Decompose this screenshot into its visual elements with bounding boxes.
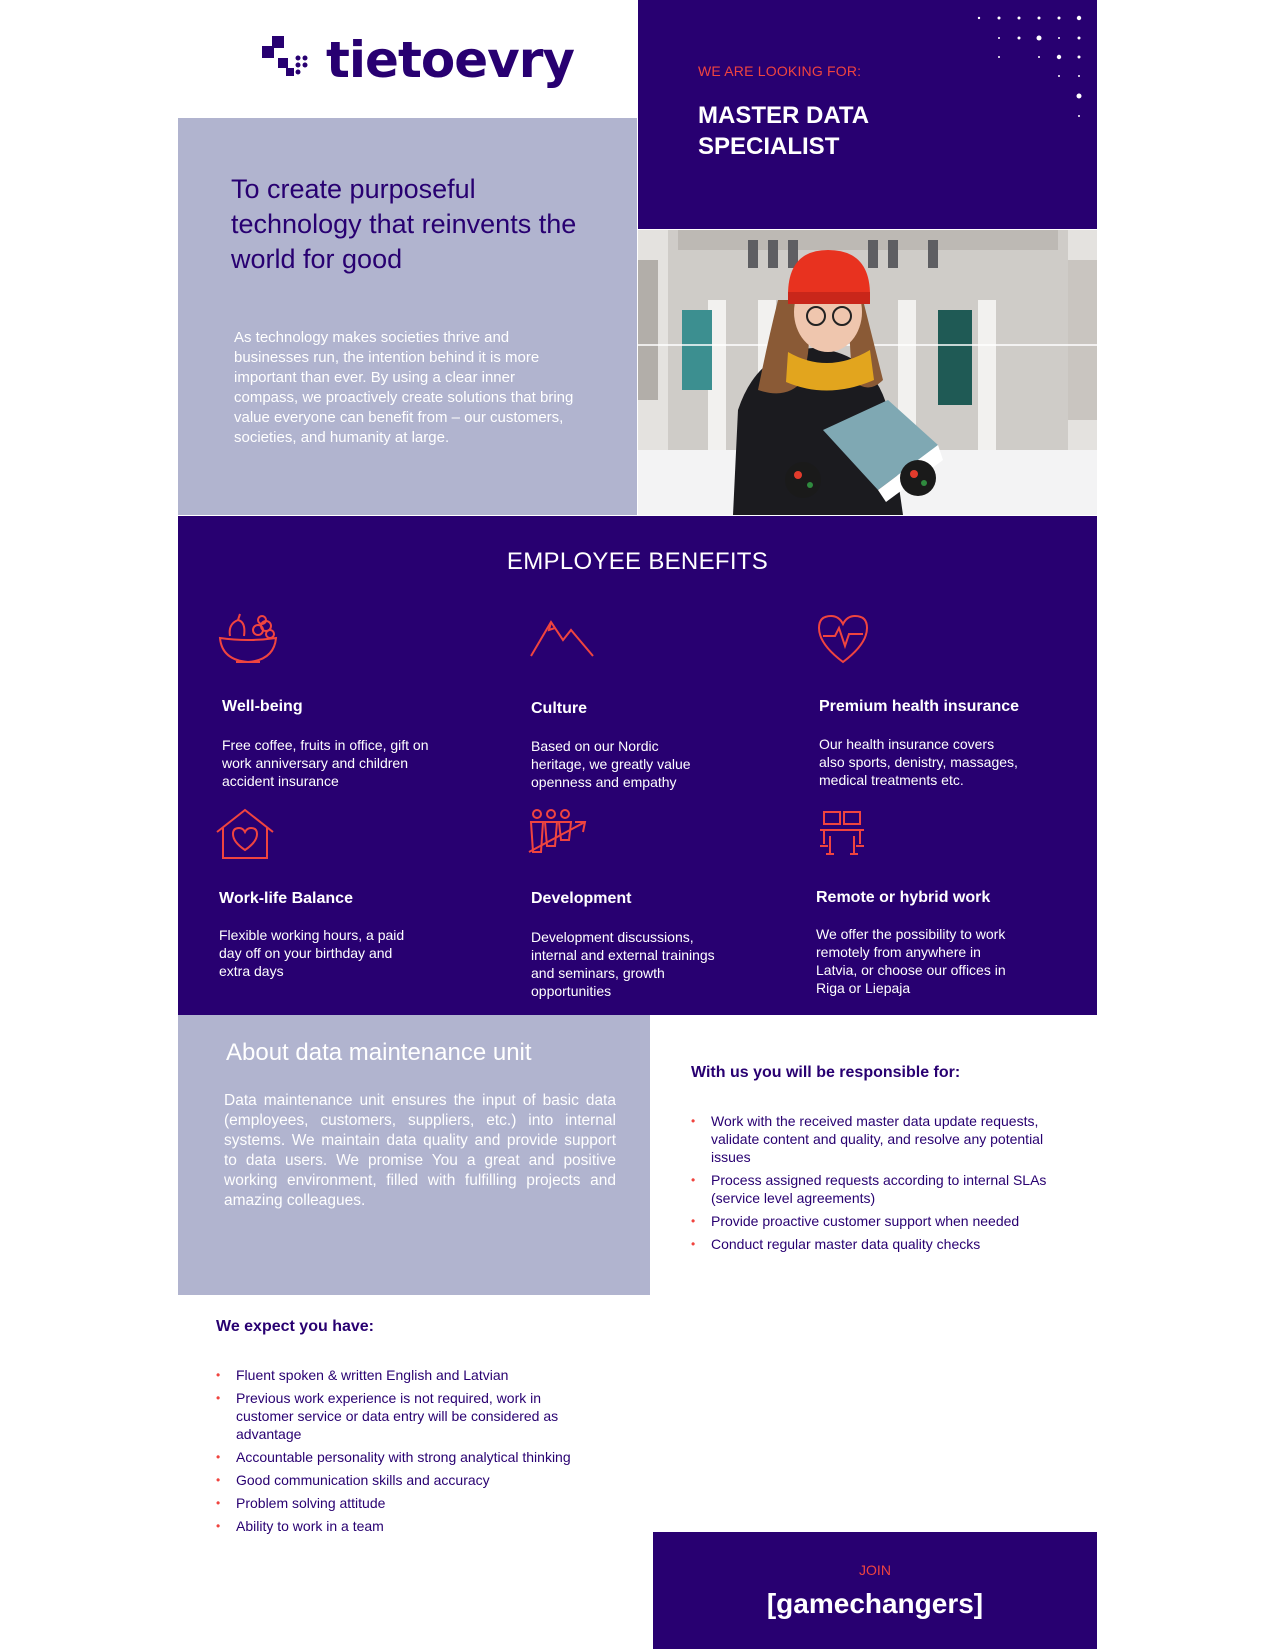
benefit-title: Culture	[531, 700, 587, 717]
job-title: MASTER DATA SPECIALIST	[698, 102, 869, 160]
employee-benefits-section	[178, 516, 1097, 1015]
list-item: • Process assigned requests according to internal SLAs (service level agreements)	[691, 1171, 1071, 1207]
logo-wordmark: tietoevry	[326, 31, 574, 89]
join-slogan: [gamechangers]	[766, 1588, 984, 1619]
list-item: • Conduct regular master data quality checks	[691, 1235, 1071, 1253]
benefit-description: Based on our Nordic heritage, we greatly value openness and empathy	[531, 738, 691, 790]
benefits-heading: EMPLOYEE BENEFITS	[506, 548, 769, 575]
responsibilities-list	[691, 1112, 1071, 1253]
about-body: Data maintenance unit ensures the input of basic data (employees, customers, suppliers, etc.) into internal systems. We maintain data quality and provide support to data users. We promise You a great and positive working environment, filled with fulfilling projects and amazing colleagues.	[224, 1092, 616, 1209]
mission-heading: To create purposeful technology that reinvents the world for good	[231, 174, 577, 274]
responsibilities-heading: With us you will be responsible for:	[691, 1064, 961, 1081]
dot-pattern-decoration	[957, 0, 1097, 125]
expectations-section	[216, 1318, 586, 1540]
desks-icon	[810, 806, 874, 860]
mission-body: As technology makes societies thrive and businesses run, the intention behind it is more important than ever. By using a clear inner compass, we proactively create solutions that bring value everyone can benefit from – our customers, societies, and humanity at large.	[234, 329, 574, 446]
benefit-title: Well-being	[222, 698, 303, 715]
benefit-description: Development discussions, internal and external trainings and seminars, growth opportunities	[531, 929, 715, 999]
company-logo	[262, 30, 574, 90]
logo-mark-icon	[262, 36, 308, 82]
benefit-description: Flexible working hours, a paid day off on your birthday and extra days	[219, 927, 405, 979]
about-unit-panel	[178, 1015, 650, 1295]
job-kicker: WE ARE LOOKING FOR:	[698, 63, 862, 79]
join-kicker: JOIN	[859, 1562, 891, 1578]
growth-people-icon	[525, 806, 591, 860]
benefit-description: We offer the possibility to work remotely from anywhere in Latvia, or choose our offices in Riga or Liepaja	[816, 926, 1006, 996]
benefit-description: Free coffee, fruits in office, gift on work anniversary and children accident insurance	[222, 737, 429, 789]
expectations-list	[216, 1366, 586, 1535]
benefit-title: Premium health insurance	[819, 698, 1020, 715]
benefit-description: Our health insurance covers also sports, denistry, massages, medical treatments etc.	[819, 736, 1018, 788]
list-item: • Previous work experience is not required, work in customer service or data entry will be considered as advantage	[216, 1389, 586, 1443]
list-item: • Fluent spoken & written English and Latvian	[216, 1366, 586, 1384]
list-item: • Provide proactive customer support when needed	[691, 1212, 1071, 1230]
benefit-title: Work-life Balance	[219, 890, 353, 907]
list-item: • Good communication skills and accuracy	[216, 1471, 586, 1489]
benefit-title: Development	[531, 890, 632, 907]
mission-panel	[178, 118, 637, 515]
heart-pulse-icon	[813, 612, 873, 666]
benefit-title: Remote or hybrid work	[816, 889, 991, 906]
woman-reading-photo	[638, 230, 1097, 515]
expectations-heading: We expect you have:	[216, 1318, 374, 1335]
job-title-panel	[638, 0, 1097, 229]
mountains-icon	[525, 612, 597, 660]
list-item: • Problem solving attitude	[216, 1494, 586, 1512]
fruit-bowl-icon	[216, 612, 280, 668]
hero-photo	[638, 230, 1097, 515]
about-heading: About data maintenance unit	[226, 1039, 532, 1066]
responsibilities-section	[691, 1064, 1071, 1258]
list-item: • Accountable personality with strong analytical thinking	[216, 1448, 586, 1466]
house-heart-icon	[213, 806, 277, 862]
list-item: • Ability to work in a team	[216, 1517, 586, 1535]
list-item: • Work with the received master data update requests, validate content and quality, and resolve any potential issues	[691, 1112, 1071, 1166]
join-banner	[653, 1532, 1097, 1649]
